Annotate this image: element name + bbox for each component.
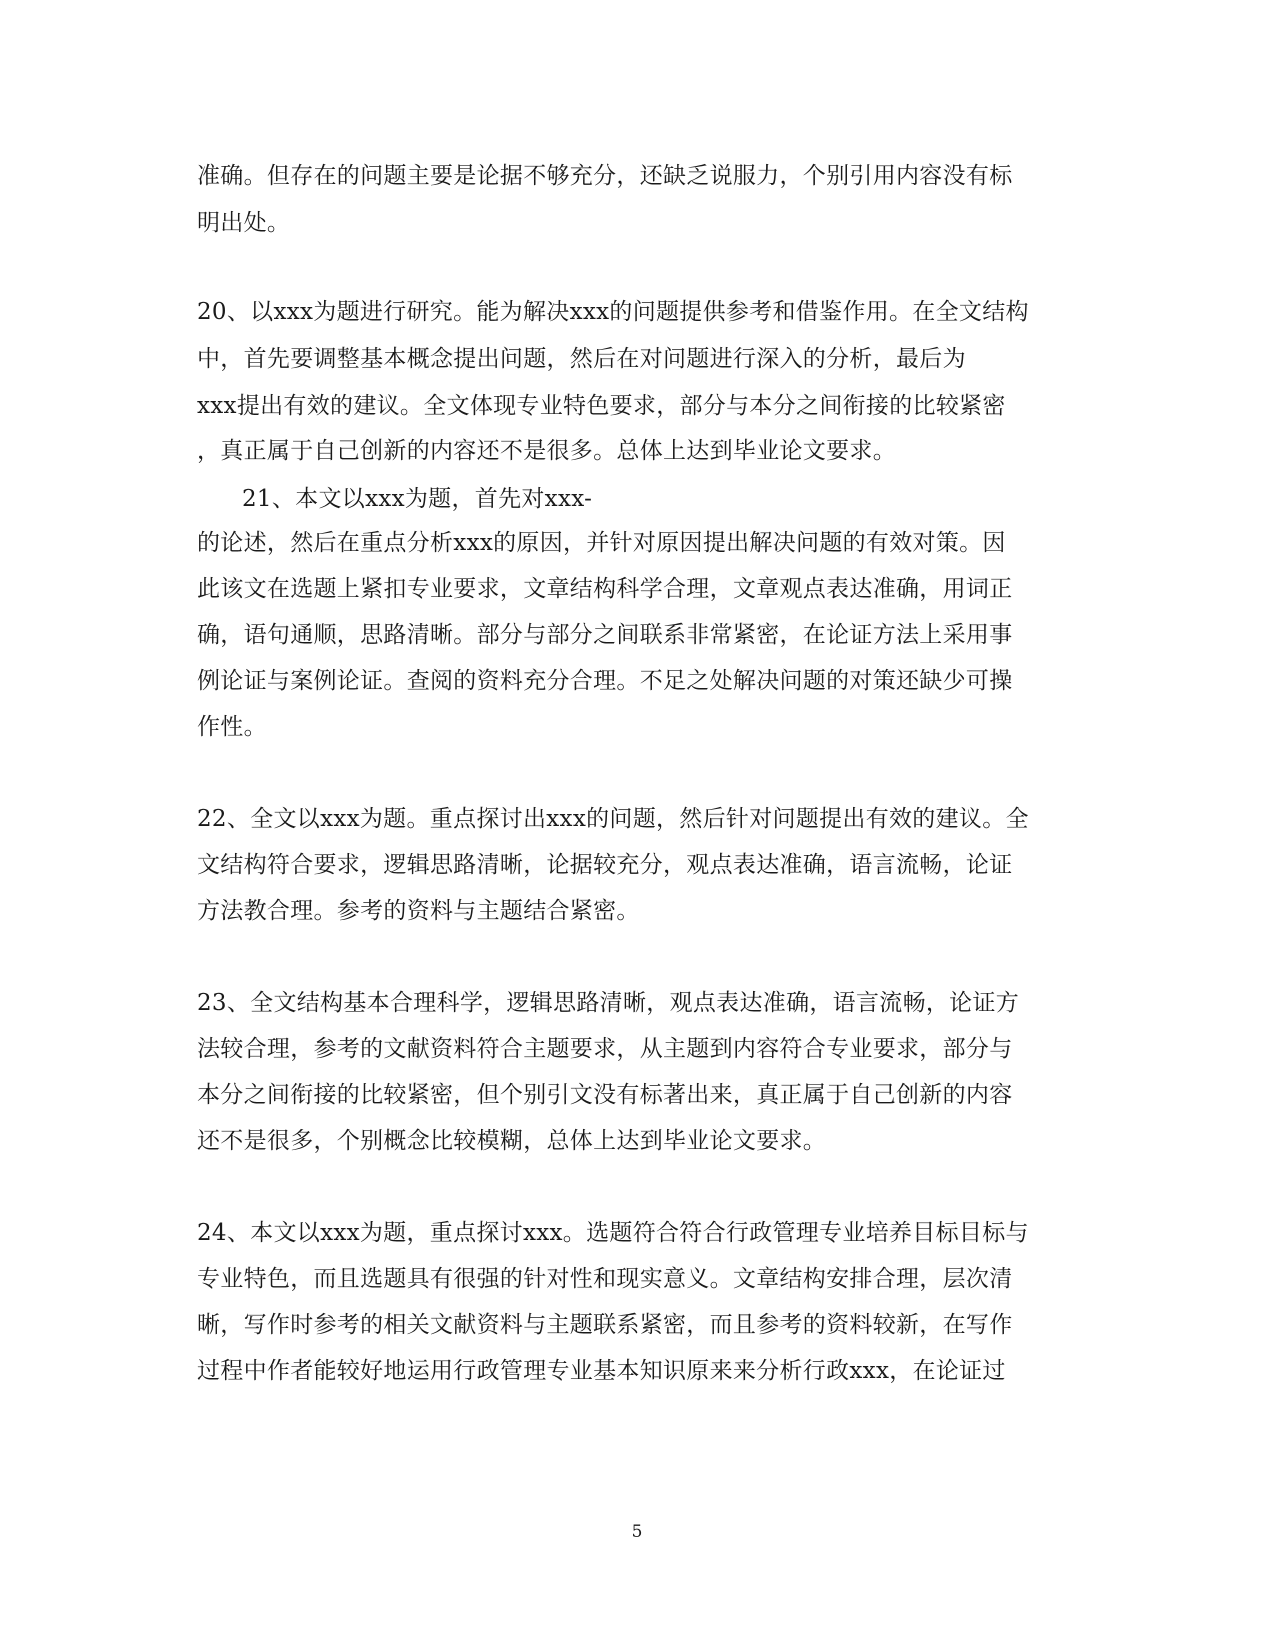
text-line: 专业特色，而且选题具有很强的针对性和现实意义。文章结构安排合理，层次清 [197, 1266, 1013, 1292]
text-line: 例论证与案例论证。查阅的资料充分合理。不足之处解决问题的对策还缺少可操 [197, 668, 1013, 694]
text-line: 23、全文结构基本合理科学，逻辑思路清晰，观点表达准确，语言流畅，论证方 [197, 990, 1020, 1016]
text-line: 20、以xxx为题进行研究。能为解决xxx的问题提供参考和借鉴作用。在全文结构 [197, 299, 1029, 325]
text-line: 准确。但存在的问题主要是论据不够充分，还缺乏说服力，个别引用内容没有标 [197, 163, 1013, 189]
text-line: 文结构符合要求，逻辑思路清晰，论据较充分，观点表达准确，语言流畅，论证 [197, 852, 1013, 878]
page-number: 5 [631, 1522, 643, 1542]
text-line: 21、本文以xxx为题，首先对xxx- [242, 486, 593, 512]
text-line: xxx提出有效的建议。全文体现专业特色要求，部分与本分之间衔接的比较紧密 [197, 393, 1006, 419]
text-line: 确，语句通顺，思路清晰。部分与部分之间联系非常紧密，在论证方法上采用事 [197, 622, 1013, 648]
text-line: 此该文在选题上紧扣专业要求，文章结构科学合理，文章观点表达准确，用词正 [197, 576, 1013, 602]
text-line: ，真正属于自己创新的内容还不是很多。总体上达到毕业论文要求。 [197, 438, 896, 464]
text-line: 明出处。 [197, 210, 291, 236]
text-line: 作性。 [197, 714, 267, 740]
text-line: 中，首先要调整基本概念提出问题，然后在对问题进行深入的分析，最后为 [197, 346, 966, 372]
text-line: 法较合理，参考的文献资料符合主题要求，从主题到内容符合专业要求，部分与 [197, 1036, 1013, 1062]
text-line: 晰，写作时参考的相关文献资料与主题联系紧密，而且参考的资料较新，在写作 [197, 1312, 1013, 1338]
text-line: 过程中作者能较好地运用行政管理专业基本知识原来来分析行政xxx，在论证过 [197, 1358, 1006, 1384]
text-line: 本分之间衔接的比较紧密，但个别引文没有标著出来，真正属于自己创新的内容 [197, 1082, 1013, 1108]
text-line: 还不是很多，个别概念比较模糊，总体上达到毕业论文要求。 [197, 1128, 827, 1154]
text-line: 24、本文以xxx为题，重点探讨xxx。选题符合符合行政管理专业培养目标目标与 [197, 1220, 1029, 1246]
text-line: 的论述，然后在重点分析xxx的原因，并针对原因提出解决问题的有效对策。因 [197, 530, 1006, 556]
text-line: 22、全文以xxx为题。重点探讨出xxx的问题，然后针对问题提出有效的建议。全 [197, 806, 1029, 832]
text-line: 方法教合理。参考的资料与主题结合紧密。 [197, 898, 640, 924]
